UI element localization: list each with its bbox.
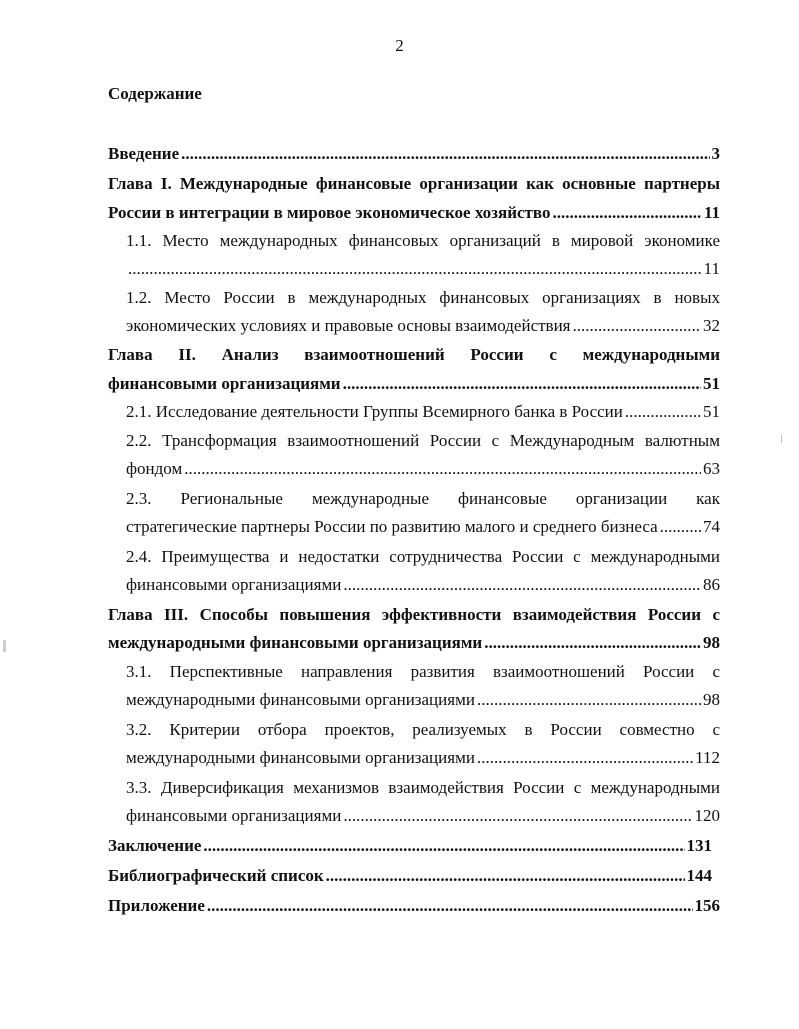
toc-entry-title: международными финансовыми организациями: [108, 633, 483, 652]
dot-leader: [181, 142, 709, 166]
dot-leader: [343, 372, 701, 396]
dot-leader: [203, 834, 684, 858]
toc-entry-section-3-2-line1[interactable]: 3.2. Критерии отбора проектов, реализуемых в России совместно с: [126, 720, 720, 739]
toc-entry-title: экономических условиях и правовые основы взаимодействия: [126, 316, 571, 335]
dot-leader: [477, 746, 693, 770]
toc-entry-section-3-3-line1[interactable]: 3.3. Диверсификация механизмов взаимодействия России с международными: [126, 778, 720, 797]
toc-entry-page: 63: [703, 459, 720, 478]
toc-entry-appendix[interactable]: [108, 894, 720, 918]
toc-entry-page: 131: [686, 836, 712, 855]
toc-entry-section-2-3[interactable]: [126, 515, 720, 539]
dot-leader: [625, 400, 701, 424]
toc-entry-title: финансовыми организациями: [126, 575, 342, 594]
dot-leader: [343, 573, 701, 597]
toc-entry-section-1-1-line1[interactable]: 1.1. Место международных финансовых организаций в мировой экономике: [126, 231, 720, 250]
toc-entry-introduction[interactable]: [108, 142, 720, 166]
dot-leader: [552, 201, 701, 225]
scan-edge-mark: [3, 640, 6, 652]
toc-entry-title: Заключение: [108, 836, 202, 855]
toc-entry-chapter-1-line1[interactable]: Глава I. Международные финансовые организации как основные партнеры: [108, 174, 720, 193]
dot-leader: [660, 515, 701, 539]
toc-entry-page: 51: [703, 374, 720, 393]
toc-entry-page: 32: [703, 316, 720, 335]
toc-entry-title: 2.1. Исследование деятельности Группы Всемирного банка в России: [126, 402, 623, 421]
toc-entry-title: финансовыми организациями: [126, 806, 342, 825]
toc-entry-section-1-2[interactable]: [126, 314, 720, 338]
toc-entry-title: Библиографический список: [108, 866, 324, 885]
scan-margin-mark: [781, 435, 782, 443]
toc-entry-title: Приложение: [108, 896, 205, 915]
toc-entry-title: стратегические партнеры России по развитию малого и среднего бизнеса: [126, 517, 658, 536]
toc-entry-page: 156: [694, 896, 720, 915]
toc-entry-section-1-1[interactable]: [126, 257, 720, 281]
toc-entry-bibliography[interactable]: [108, 864, 712, 888]
dot-leader: [343, 804, 692, 828]
toc-entry-page: 11: [703, 203, 720, 222]
toc-entry-section-2-4-line1[interactable]: 2.4. Преимущества и недостатки сотрудничества России с международными: [126, 547, 720, 566]
toc-entry-section-2-2-line1[interactable]: 2.2. Трансформация взаимоотношений России с Международным валютным: [126, 431, 720, 450]
toc-entry-section-2-4[interactable]: [126, 573, 720, 597]
toc-entry-title: фондом: [126, 459, 183, 478]
toc-heading: Содержание: [108, 84, 202, 103]
toc-entry-page: 144: [686, 866, 712, 885]
toc-entry-chapter-2[interactable]: [108, 372, 720, 396]
toc-entry-page: 11: [703, 259, 720, 278]
toc-entry-page: 86: [703, 575, 720, 594]
toc-entry-section-2-1[interactable]: [126, 400, 720, 424]
toc-entry-chapter-2-line1[interactable]: Глава II. Анализ взаимоотношений России с международными: [108, 345, 720, 364]
toc-entry-chapter-3-line1[interactable]: Глава III. Способы повышения эффективности взаимодействия России с: [108, 605, 720, 624]
dot-leader: [207, 894, 693, 918]
toc-entry-chapter-3[interactable]: [108, 631, 720, 655]
toc-entry-page: 120: [694, 806, 720, 825]
toc-entry-section-3-1[interactable]: [126, 688, 720, 712]
dot-leader: [326, 864, 685, 888]
dot-leader: [484, 631, 701, 655]
page-number: 2: [395, 36, 404, 55]
toc-entry-title: Введение: [108, 144, 180, 163]
toc-entry-page: 3: [711, 144, 720, 163]
toc-entry-section-2-2[interactable]: [126, 457, 720, 481]
dot-leader: [128, 257, 702, 281]
toc-entry-chapter-1[interactable]: [108, 201, 720, 225]
toc-entry-section-3-3[interactable]: [126, 804, 720, 828]
toc-entry-page: 51: [703, 402, 720, 421]
dot-leader: [184, 457, 701, 481]
toc-entry-title: международными финансовыми организациями: [126, 690, 475, 709]
toc-entry-title: международными финансовыми организациями: [126, 748, 475, 767]
toc-entry-title: финансовыми организациями: [108, 374, 341, 393]
toc-entry-title: России в интеграции в мировое экономическое хозяйство: [108, 203, 551, 222]
toc-entry-page: 98: [703, 690, 720, 709]
toc-entry-page: 112: [695, 748, 720, 767]
toc-entry-page: 74: [703, 517, 720, 536]
toc-entry-section-2-3-line1[interactable]: 2.3. Региональные международные финансовые организации как: [126, 489, 720, 508]
toc-entry-page: 98: [703, 633, 720, 652]
toc-entry-conclusion[interactable]: [108, 834, 712, 858]
toc-entry-section-1-2-line1[interactable]: 1.2. Место России в международных финансовых организациях в новых: [126, 288, 720, 307]
toc-entry-section-3-2[interactable]: [126, 746, 720, 770]
dot-leader: [477, 688, 701, 712]
dot-leader: [573, 314, 702, 338]
toc-entry-section-3-1-line1[interactable]: 3.1. Перспективные направления развития взаимоотношений России с: [126, 662, 720, 681]
